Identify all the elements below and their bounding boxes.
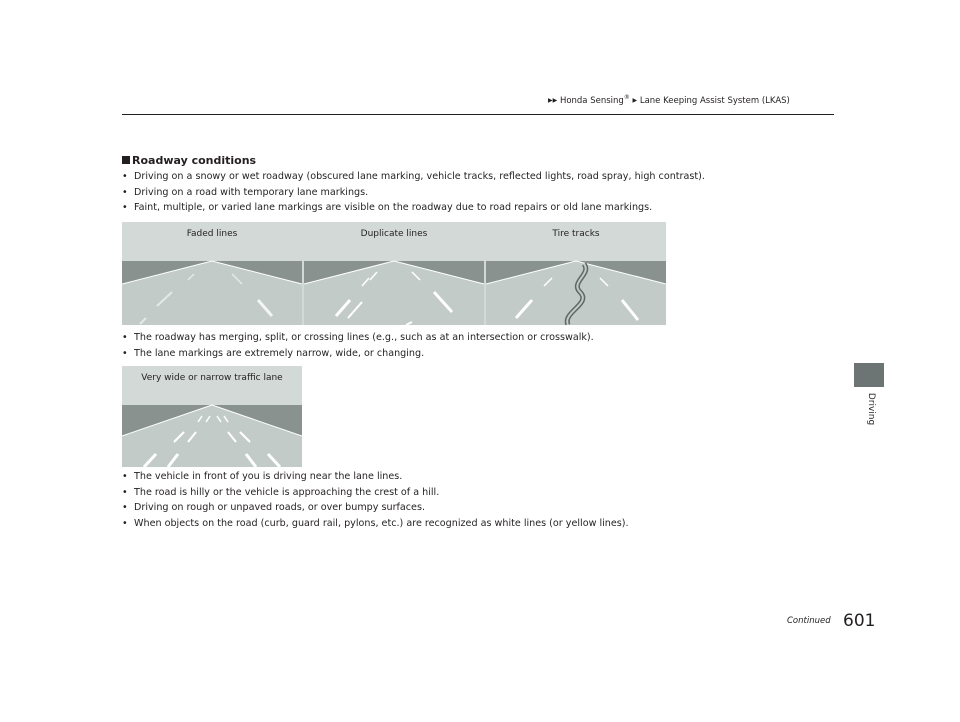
list-item: • Driving on rough or unpaved roads, or over bumpy surfaces.	[122, 500, 629, 516]
bullet-list-1	[122, 169, 705, 216]
road-figure-2	[122, 366, 302, 467]
section-heading	[122, 154, 256, 167]
page-number: 601	[843, 611, 876, 631]
list-item: • The lane markings are extremely narrow, wide, or changing.	[122, 346, 594, 362]
list-item: • The vehicle in front of you is driving near the lane lines.	[122, 469, 629, 485]
breadcrumb-arrow-icon: ▶	[632, 96, 638, 104]
bullet-list-2	[122, 330, 594, 361]
header-rule	[122, 114, 834, 115]
list-item: • The road is hilly or the vehicle is approaching the crest of a hill.	[122, 485, 629, 501]
bullet-list-3	[122, 469, 629, 531]
breadcrumb-topic[interactable]: Lane Keeping Assist System (LKAS)	[639, 95, 790, 106]
list-item: • Driving on a snowy or wet roadway (obscured lane marking, vehicle tracks, reflected lights, road spray, high contrast).	[122, 169, 705, 185]
continued-note: Continued	[787, 616, 831, 626]
caption-narrow-lane: Very wide or narrow traffic lane	[141, 373, 283, 383]
tire-tracks-illustration	[486, 261, 666, 325]
list-item: • Faint, multiple, or varied lane markings are visible on the roadway due to road repairs or old lane markings.	[122, 200, 705, 216]
caption-faded-lines: Faded lines	[186, 229, 238, 239]
side-tab-marker	[854, 363, 884, 387]
caption-duplicate-lines: Duplicate lines	[360, 229, 428, 239]
heading-text: Roadway conditions	[132, 154, 257, 167]
list-item: • When objects on the road (curb, guard rail, pylons, etc.) are recognized as white lines (or yellow lines).	[122, 516, 629, 532]
breadcrumb-section[interactable]: Honda Sensing	[559, 95, 624, 106]
side-tab-label: Driving	[866, 392, 876, 426]
road-figure-1	[122, 222, 666, 325]
list-item: • The roadway has merging, split, or crossing lines (e.g., such as at an intersection or crosswalk).	[122, 330, 594, 346]
breadcrumb-arrow-icon: ▶▶	[548, 96, 558, 104]
breadcrumb	[548, 94, 838, 108]
heading-square-icon	[122, 156, 130, 164]
list-item: • Driving on a road with temporary lane markings.	[122, 185, 705, 201]
registered-mark: ®	[623, 94, 630, 101]
faded-lines-illustration	[122, 261, 302, 325]
caption-tire-tracks: Tire tracks	[552, 229, 600, 239]
duplicate-lines-illustration	[304, 261, 484, 325]
